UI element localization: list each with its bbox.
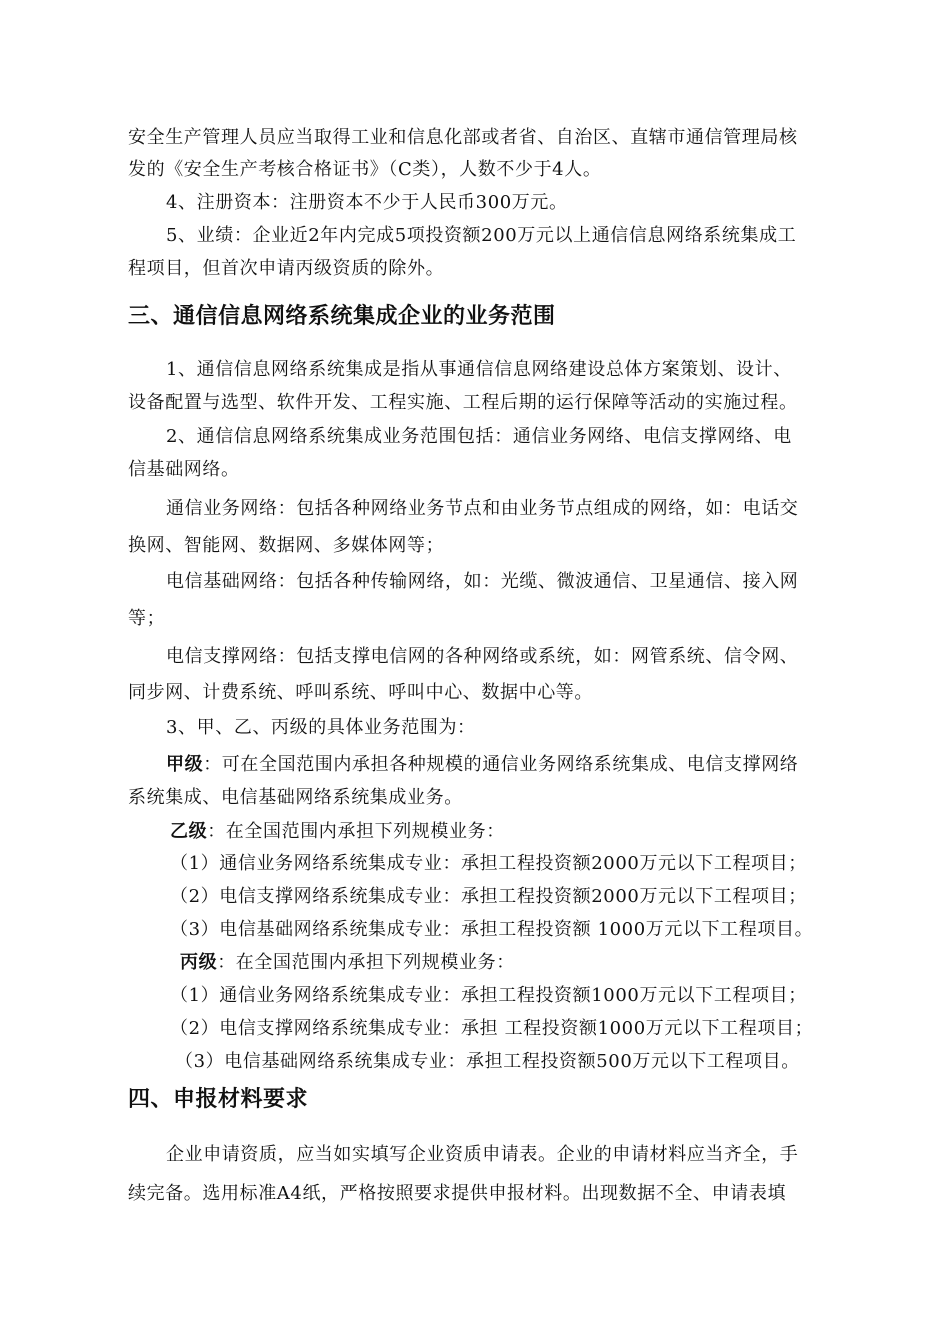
section-heading: 四、申报材料要求 <box>128 1087 309 1112</box>
grade-bing-line <box>180 951 880 975</box>
paragraph-line: 4、注册资本：注册资本不少于人民币300万元。 <box>166 192 568 213</box>
grade-text: ：在全国范围内承担下列规模业务： <box>217 952 515 973</box>
paragraph-line: 3、甲、乙、丙级的具体业务范围为： <box>166 717 476 738</box>
grade-text: ：可在全国范围内承担各种规模的通信业务网络系统集成、电信支撑网络 <box>203 754 799 775</box>
grade-jia-line <box>166 753 866 777</box>
paragraph-line: 企业申请资质，应当如实填写企业资质申请表。企业的申请材料应当齐全，手 <box>166 1144 799 1165</box>
paragraph-line: 2、通信信息网络系统集成业务范围包括：通信业务网络、电信支撑网络、电 <box>166 426 792 447</box>
list-item: （2）电信支撑网络系统集成专业：承担 工程投资额1000万元以下工程项目； <box>170 1018 814 1039</box>
paragraph-line: 1、通信信息网络系统集成是指从事通信信息网络建设总体方案策划、设计、 <box>166 359 792 380</box>
list-item: （3）电信基础网络系统集成专业：承担工程投资额 1000万元以下工程项目。 <box>170 919 814 940</box>
grade-label: 甲级 <box>166 754 204 775</box>
list-item: （1）通信业务网络系统集成专业：承担工程投资额1000万元以下工程项目； <box>170 985 807 1006</box>
paragraph-line: 续完备。选用标准A4纸，严格按照要求提供申报材料。出现数据不全、申请表填 <box>128 1183 787 1204</box>
paragraph-line: 换网、智能网、数据网、多媒体网等； <box>128 535 445 556</box>
grade-yi-line <box>170 820 870 844</box>
list-item: （2）电信支撑网络系统集成专业：承担工程投资额2000万元以下工程项目； <box>170 886 807 907</box>
paragraph-line: 发的《安全生产考核合格证书》（C类），人数不少于4人。 <box>128 159 602 180</box>
paragraph-line: 电信基础网络：包括各种传输网络，如：光缆、微波通信、卫星通信、接入网 <box>166 571 799 592</box>
paragraph-line: 等； <box>128 608 166 629</box>
paragraph-line: 通信业务网络：包括各种网络业务节点和由业务节点组成的网络，如：电话交 <box>166 498 799 519</box>
paragraph-line: 同步网、计费系统、呼叫系统、呼叫中心、数据中心等。 <box>128 682 593 703</box>
paragraph-line: 设备配置与选型、软件开发、工程实施、工程后期的运行保障等活动的实施过程。 <box>128 392 798 413</box>
paragraph-line: 5、业绩：企业近2年内完成5项投资额200万元以上通信信息网络系统集成工 <box>166 225 797 246</box>
section-heading: 三、通信信息网络系统集成企业的业务范围 <box>128 304 556 329</box>
list-item: （3）电信基础网络系统集成专业：承担工程投资额500万元以下工程项目。 <box>175 1051 800 1072</box>
grade-label: 乙级 <box>170 821 208 842</box>
grade-label: 丙级 <box>180 952 218 973</box>
paragraph-line: 电信支撑网络：包括支撑电信网的各种网络或系统，如：网管系统、信令网、 <box>166 646 799 667</box>
paragraph-line: 信基础网络。 <box>128 459 240 480</box>
paragraph-line: 系统集成、电信基础网络系统集成业务。 <box>128 787 463 808</box>
paragraph-line: 安全生产管理人员应当取得工业和信息化部或者省、自治区、直辖市通信管理局核 <box>128 127 798 148</box>
grade-text: ：在全国范围内承担下列规模业务： <box>207 821 505 842</box>
paragraph-line: 程项目，但首次申请丙级资质的除外。 <box>128 258 445 279</box>
list-item: （1）通信业务网络系统集成专业：承担工程投资额2000万元以下工程项目； <box>170 853 807 874</box>
